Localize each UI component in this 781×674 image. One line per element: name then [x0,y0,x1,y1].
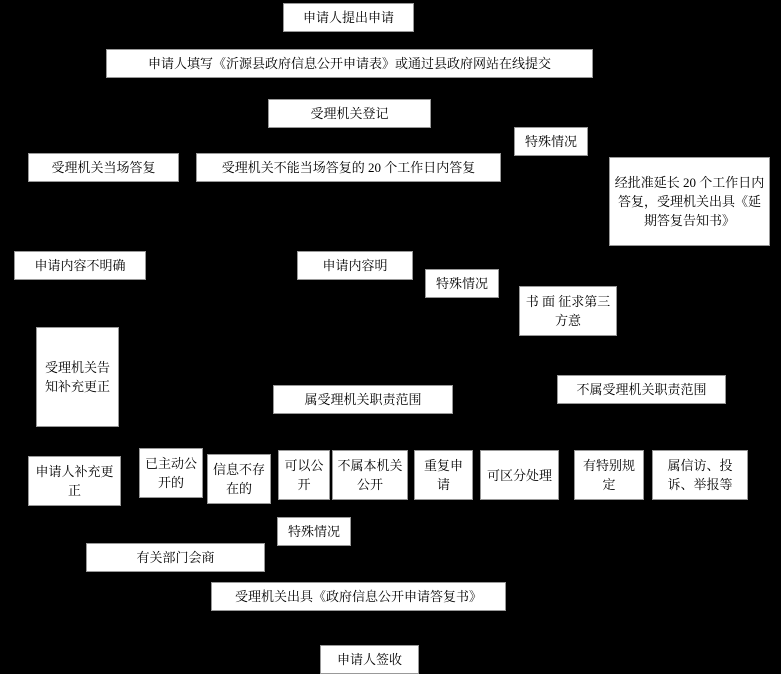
flow-node-outside-agency-duty: 不属受理机关职责范围 [557,375,726,404]
flow-node-petition-complaint-report: 属信访、投诉、举报等 [652,450,748,500]
flow-node-applicant-supplement: 申请人补充更正 [28,456,121,506]
flow-node-separable-handling: 可区分处理 [480,450,559,500]
flow-node-issue-reply-document: 受理机关出具《政府信息公开申请答复书》 [211,582,506,611]
flow-node-fill-form: 申请人填写《沂源县政府信息公开申请表》或通过县政府网站在线提交 [106,49,593,78]
flow-node-already-disclosed: 已主动公开的 [139,448,203,498]
flow-node-content-clear: 申请内容明 [297,251,413,280]
flow-node-applicant-submit: 申请人提出申请 [283,3,414,32]
flow-node-applicant-receipt: 申请人签收 [320,645,419,674]
flow-node-content-unclear: 申请内容不明确 [14,251,146,280]
flow-node-special-case-2: 特殊情况 [425,269,499,298]
flow-node-special-provisions: 有特别规定 [574,450,644,500]
flow-node-special-case-3: 特殊情况 [277,517,351,546]
flow-node-special-case-1: 特殊情况 [514,127,588,156]
flow-node-not-this-agency: 不属本机关公开 [332,450,408,500]
flow-node-info-not-exist: 信息不存在的 [207,454,271,504]
flow-node-within-agency-duty: 属受理机关职责范围 [273,385,453,414]
flow-node-agency-register: 受理机关登记 [268,99,431,128]
flow-node-duplicate-application: 重复申请 [414,450,473,500]
flow-node-department-consultation: 有关部门会商 [86,543,265,572]
flow-node-notify-supplement-correction: 受理机关告知补充更正 [36,327,119,427]
flow-node-extended-reply-notice: 经批准延长 20 个工作日内答复，受理机关出具《延期答复告知书》 [609,157,770,246]
flow-node-can-disclose: 可以公开 [278,450,330,500]
flow-node-third-party-written-opinion: 书 面 征求第三方意 [519,286,617,336]
flow-node-onsite-reply: 受理机关当场答复 [28,153,179,182]
flow-node-20-working-days-reply: 受理机关不能当场答复的 20 个工作日内答复 [196,153,501,182]
